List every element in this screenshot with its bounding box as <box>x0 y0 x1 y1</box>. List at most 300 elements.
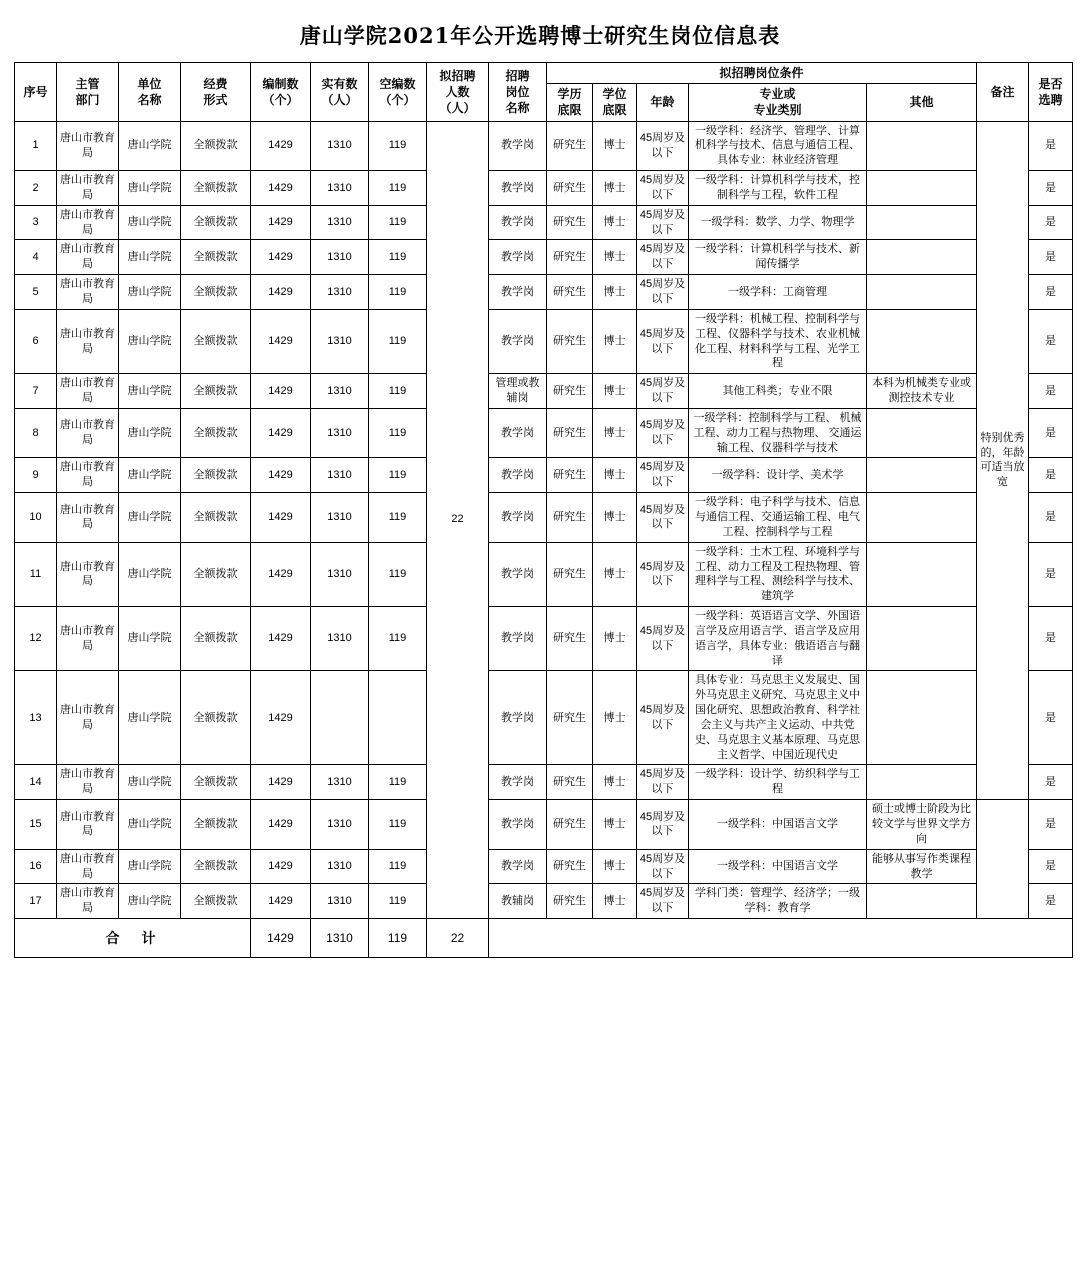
th-edu-line1: 学历 <box>557 87 582 102</box>
th-age: 年龄 <box>637 84 689 121</box>
cell-age: 45周岁及以下 <box>637 171 689 206</box>
th-actual-count <box>311 63 369 122</box>
cell-degree: 博士 <box>593 542 637 606</box>
th-authorized-line1: 编制数 <box>262 76 299 91</box>
table-row <box>15 884 1073 919</box>
cell-other: 能够从事写作类课程教学 <box>867 849 977 884</box>
cell-seq: 8 <box>15 408 57 458</box>
cell-other <box>867 309 977 373</box>
cell-funding: 全额拨款 <box>181 765 251 800</box>
cell-seq: 3 <box>15 205 57 240</box>
cell-authority: 唐山市教育局 <box>57 849 119 884</box>
cell-other <box>867 240 977 275</box>
cell-degree: 博士 <box>593 493 637 543</box>
cell-vacant: 119 <box>369 493 427 543</box>
cell-degree: 博士 <box>593 408 637 458</box>
cell-authorized: 1429 <box>251 671 311 765</box>
table-row <box>15 408 1073 458</box>
cell-degree: 博士 <box>593 671 637 765</box>
cell-major: 一级学科：机械工程、控制科学与工程、仪器科学与技术、农业机械化工程、材料科学与工程、光学工程 <box>689 309 867 373</box>
th-authority-line2: 部门 <box>75 92 100 107</box>
cell-post: 教学岗 <box>489 240 547 275</box>
cell-authority: 唐山市教育局 <box>57 275 119 310</box>
cell-age: 45周岁及以下 <box>637 240 689 275</box>
th-seq: 序号 <box>15 63 57 122</box>
total-authorized: 1429 <box>251 919 311 958</box>
cell-degree: 博士 <box>593 240 637 275</box>
table-body <box>15 121 1073 958</box>
th-funding-line2: 形式 <box>203 92 228 107</box>
th-post-line1: 招聘 <box>505 68 530 83</box>
cell-major: 一级学科：计算机科学与技术，控制科学与工程，软件工程 <box>689 171 867 206</box>
cell-actual: 1310 <box>311 171 369 206</box>
cell-age: 45周岁及以下 <box>637 493 689 543</box>
cell-authority: 唐山市教育局 <box>57 205 119 240</box>
cell-unit: 唐山学院 <box>119 275 181 310</box>
cell-education: 研究生 <box>547 542 593 606</box>
table-row <box>15 542 1073 606</box>
cell-authorized: 1429 <box>251 542 311 606</box>
cell-selected: 是 <box>1029 884 1073 919</box>
total-plan: 22 <box>427 919 489 958</box>
cell-authorized: 1429 <box>251 309 311 373</box>
cell-seq: 1 <box>15 121 57 171</box>
cell-degree: 博士 <box>593 884 637 919</box>
cell-other <box>867 671 977 765</box>
cell-selected: 是 <box>1029 493 1073 543</box>
th-actual-line2: （人） <box>321 92 358 107</box>
cell-authority: 唐山市教育局 <box>57 408 119 458</box>
cell-selected: 是 <box>1029 240 1073 275</box>
cell-unit: 唐山学院 <box>119 884 181 919</box>
cell-seq: 16 <box>15 849 57 884</box>
cell-vacant: 119 <box>369 607 427 671</box>
cell-authorized: 1429 <box>251 607 311 671</box>
th-plan-line3: （人） <box>439 100 476 115</box>
th-plan-line1: 拟招聘 <box>439 68 476 83</box>
cell-age: 45周岁及以下 <box>637 607 689 671</box>
th-post-line3: 名称 <box>505 100 530 115</box>
th-edu-line2: 底限 <box>557 103 582 118</box>
cell-age: 45周岁及以下 <box>637 121 689 171</box>
cell-unit: 唐山学院 <box>119 542 181 606</box>
cell-plan-headcount: 22 <box>427 121 489 919</box>
th-vacant-line1: 空编数 <box>379 76 416 91</box>
cell-age: 45周岁及以下 <box>637 309 689 373</box>
cell-selected: 是 <box>1029 205 1073 240</box>
th-authorized-count <box>251 63 311 122</box>
table-row <box>15 121 1073 171</box>
cell-seq: 17 <box>15 884 57 919</box>
cell-authorized: 1429 <box>251 240 311 275</box>
cell-unit: 唐山学院 <box>119 408 181 458</box>
cell-degree: 博士 <box>593 205 637 240</box>
th-funding-line1: 经费 <box>203 76 228 91</box>
cell-selected: 是 <box>1029 275 1073 310</box>
total-vacant: 119 <box>369 919 427 958</box>
cell-age: 45周岁及以下 <box>637 542 689 606</box>
cell-post: 教学岗 <box>489 542 547 606</box>
table-row <box>15 671 1073 765</box>
cell-education: 研究生 <box>547 493 593 543</box>
cell-funding: 全额拨款 <box>181 458 251 493</box>
th-plan-headcount <box>427 63 489 122</box>
cell-authorized: 1429 <box>251 493 311 543</box>
cell-authority: 唐山市教育局 <box>57 765 119 800</box>
th-conditions-group: 拟招聘岗位条件 <box>547 63 977 84</box>
cell-vacant: 119 <box>369 240 427 275</box>
cell-seq: 10 <box>15 493 57 543</box>
cell-education: 研究生 <box>547 849 593 884</box>
cell-seq: 9 <box>15 458 57 493</box>
cell-degree: 博士 <box>593 374 637 409</box>
cell-actual: 1310 <box>311 374 369 409</box>
cell-selected: 是 <box>1029 542 1073 606</box>
cell-other <box>867 205 977 240</box>
cell-authorized: 1429 <box>251 884 311 919</box>
cell-actual: 1310 <box>311 493 369 543</box>
cell-authority: 唐山市教育局 <box>57 607 119 671</box>
cell-remark: 特别优秀的，年龄可适当放宽 <box>977 121 1029 800</box>
cell-major: 一级学科：土木工程、环境科学与工程、动力工程及工程热物理、管理科学与工程、测绘科学与技术、建筑学 <box>689 542 867 606</box>
cell-other <box>867 121 977 171</box>
cell-funding: 全额拨款 <box>181 800 251 850</box>
cell-authorized: 1429 <box>251 171 311 206</box>
cell-funding: 全额拨款 <box>181 240 251 275</box>
th-actual-line1: 实有数 <box>321 76 358 91</box>
th-selected <box>1029 63 1073 122</box>
cell-actual: 1310 <box>311 542 369 606</box>
cell-major: 一级学科：中国语言文学 <box>689 800 867 850</box>
cell-major: 一级学科：英语语言文学、外国语言学及应用语言学、语言学及应用语言学，具体专业：俄语语言与翻译 <box>689 607 867 671</box>
cell-selected: 是 <box>1029 800 1073 850</box>
cell-authorized: 1429 <box>251 458 311 493</box>
cell-funding: 全额拨款 <box>181 205 251 240</box>
cell-other <box>867 542 977 606</box>
cell-funding: 全额拨款 <box>181 374 251 409</box>
cell-post: 教学岗 <box>489 607 547 671</box>
table-row <box>15 275 1073 310</box>
cell-education: 研究生 <box>547 275 593 310</box>
cell-vacant: 119 <box>369 309 427 373</box>
cell-vacant <box>369 671 427 765</box>
th-post-line2: 岗位 <box>505 84 530 99</box>
cell-major: 具体专业：马克思主义发展史、国外马克思主义研究、马克思主义中国化研究、思想政治教育、科学社会主义与共产主义运动、中共党史、马克思主义基本原理、马克思主义哲学、中国近现代史 <box>689 671 867 765</box>
cell-education: 研究生 <box>547 607 593 671</box>
table-row <box>15 607 1073 671</box>
cell-authorized: 1429 <box>251 374 311 409</box>
cell-selected: 是 <box>1029 408 1073 458</box>
cell-post: 管理或教辅岗 <box>489 374 547 409</box>
cell-age: 45周岁及以下 <box>637 205 689 240</box>
cell-actual: 1310 <box>311 121 369 171</box>
cell-post: 教学岗 <box>489 205 547 240</box>
cell-major: 一级学科：数学、力学、物理学 <box>689 205 867 240</box>
cell-actual: 1310 <box>311 800 369 850</box>
table-row <box>15 800 1073 850</box>
cell-remark-empty <box>977 800 1029 919</box>
cell-actual <box>311 671 369 765</box>
cell-funding: 全额拨款 <box>181 408 251 458</box>
cell-other <box>867 171 977 206</box>
cell-selected: 是 <box>1029 458 1073 493</box>
cell-authority: 唐山市教育局 <box>57 121 119 171</box>
cell-major: 一级学科：设计学、纺织科学与工程 <box>689 765 867 800</box>
cell-major: 一级学科：电子科学与技术、信息与通信工程、交通运输工程、电气工程、控制科学与工程 <box>689 493 867 543</box>
cell-actual: 1310 <box>311 205 369 240</box>
cell-age: 45周岁及以下 <box>637 275 689 310</box>
cell-unit: 唐山学院 <box>119 458 181 493</box>
cell-major: 一级学科：计算机科学与技术、新闻传播学 <box>689 240 867 275</box>
cell-authorized: 1429 <box>251 408 311 458</box>
cell-degree: 博士 <box>593 171 637 206</box>
th-unit-line2: 名称 <box>137 92 162 107</box>
cell-authority: 唐山市教育局 <box>57 374 119 409</box>
cell-unit: 唐山学院 <box>119 205 181 240</box>
cell-vacant: 119 <box>369 765 427 800</box>
cell-selected: 是 <box>1029 607 1073 671</box>
cell-education: 研究生 <box>547 240 593 275</box>
cell-vacant: 119 <box>369 542 427 606</box>
cell-actual: 1310 <box>311 408 369 458</box>
cell-degree: 博士 <box>593 309 637 373</box>
th-authorized-line2: （个） <box>262 92 299 107</box>
cell-unit: 唐山学院 <box>119 121 181 171</box>
cell-vacant: 119 <box>369 121 427 171</box>
th-authority <box>57 63 119 122</box>
cell-unit: 唐山学院 <box>119 671 181 765</box>
th-selected-line1: 是否 <box>1038 76 1063 91</box>
cell-authority: 唐山市教育局 <box>57 458 119 493</box>
cell-funding: 全额拨款 <box>181 121 251 171</box>
cell-authority: 唐山市教育局 <box>57 171 119 206</box>
th-post-name <box>489 63 547 122</box>
total-label: 合 计 <box>15 919 251 958</box>
cell-actual: 1310 <box>311 607 369 671</box>
cell-education: 研究生 <box>547 458 593 493</box>
th-other: 其他 <box>867 84 977 121</box>
cell-vacant: 119 <box>369 408 427 458</box>
th-deg-line1: 学位 <box>602 87 627 102</box>
cell-unit: 唐山学院 <box>119 309 181 373</box>
cell-post: 教学岗 <box>489 171 547 206</box>
th-unit-line1: 单位 <box>137 76 162 91</box>
cell-funding: 全额拨款 <box>181 171 251 206</box>
cell-seq: 14 <box>15 765 57 800</box>
cell-degree: 博士 <box>593 458 637 493</box>
cell-authorized: 1429 <box>251 800 311 850</box>
cell-authorized: 1429 <box>251 275 311 310</box>
page-title: 唐山学院2021年公开选聘博士研究生岗位信息表 <box>299 23 781 48</box>
cell-major: 一级学科：控制科学与工程、 机械工程、动力工程与热物理、 交通运输工程、仪器科学与技术 <box>689 408 867 458</box>
cell-funding: 全额拨款 <box>181 542 251 606</box>
cell-post: 教学岗 <box>489 121 547 171</box>
cell-actual: 1310 <box>311 275 369 310</box>
cell-other <box>867 493 977 543</box>
cell-education: 研究生 <box>547 205 593 240</box>
cell-actual: 1310 <box>311 884 369 919</box>
th-selected-line2: 选聘 <box>1038 92 1063 107</box>
th-remark: 备注 <box>977 63 1029 122</box>
cell-vacant: 119 <box>369 458 427 493</box>
cell-vacant: 119 <box>369 275 427 310</box>
cell-funding: 全额拨款 <box>181 309 251 373</box>
header-row-1 <box>15 63 1073 84</box>
cell-authorized: 1429 <box>251 205 311 240</box>
table-header <box>15 63 1073 122</box>
cell-vacant: 119 <box>369 800 427 850</box>
cell-major: 一级学科：工商管理 <box>689 275 867 310</box>
th-deg-line2: 底限 <box>602 103 627 118</box>
cell-funding: 全额拨款 <box>181 849 251 884</box>
cell-other: 本科为机械类专业或测控技术专业 <box>867 374 977 409</box>
cell-age: 45周岁及以下 <box>637 408 689 458</box>
cell-education: 研究生 <box>547 309 593 373</box>
cell-unit: 唐山学院 <box>119 607 181 671</box>
cell-degree: 博士 <box>593 121 637 171</box>
cell-vacant: 119 <box>369 849 427 884</box>
cell-vacant: 119 <box>369 884 427 919</box>
cell-seq: 4 <box>15 240 57 275</box>
table-row <box>15 458 1073 493</box>
cell-funding: 全额拨款 <box>181 275 251 310</box>
cell-other <box>867 275 977 310</box>
cell-unit: 唐山学院 <box>119 240 181 275</box>
table-row <box>15 205 1073 240</box>
th-major <box>689 84 867 121</box>
th-degree-min <box>593 84 637 121</box>
th-major-line1: 专业或 <box>759 87 796 102</box>
th-vacant-count <box>369 63 427 122</box>
cell-funding: 全额拨款 <box>181 671 251 765</box>
cell-major: 一级学科：设计学、美术学 <box>689 458 867 493</box>
cell-seq: 13 <box>15 671 57 765</box>
cell-age: 45周岁及以下 <box>637 458 689 493</box>
cell-selected: 是 <box>1029 671 1073 765</box>
th-education-min <box>547 84 593 121</box>
th-major-line2: 专业类别 <box>753 103 802 118</box>
cell-other <box>867 607 977 671</box>
cell-authority: 唐山市教育局 <box>57 240 119 275</box>
cell-funding: 全额拨款 <box>181 607 251 671</box>
cell-authorized: 1429 <box>251 849 311 884</box>
table-row <box>15 849 1073 884</box>
cell-age: 45周岁及以下 <box>637 671 689 765</box>
cell-other <box>867 884 977 919</box>
cell-selected: 是 <box>1029 309 1073 373</box>
cell-major: 一级学科：经济学、管理学、计算机科学与技术、信息与通信工程、具体专业：林业经济管理 <box>689 121 867 171</box>
cell-post: 教学岗 <box>489 275 547 310</box>
cell-education: 研究生 <box>547 671 593 765</box>
cell-actual: 1310 <box>311 458 369 493</box>
cell-education: 研究生 <box>547 765 593 800</box>
total-actual: 1310 <box>311 919 369 958</box>
cell-age: 45周岁及以下 <box>637 765 689 800</box>
th-unit-name <box>119 63 181 122</box>
cell-degree: 博士 <box>593 849 637 884</box>
cell-authority: 唐山市教育局 <box>57 884 119 919</box>
cell-age: 45周岁及以下 <box>637 849 689 884</box>
cell-unit: 唐山学院 <box>119 374 181 409</box>
cell-post: 教学岗 <box>489 408 547 458</box>
cell-post: 教辅岗 <box>489 884 547 919</box>
cell-selected: 是 <box>1029 374 1073 409</box>
th-authority-line1: 主管 <box>75 76 100 91</box>
cell-post: 教学岗 <box>489 458 547 493</box>
cell-unit: 唐山学院 <box>119 765 181 800</box>
cell-seq: 11 <box>15 542 57 606</box>
cell-authorized: 1429 <box>251 765 311 800</box>
cell-post: 教学岗 <box>489 849 547 884</box>
cell-seq: 15 <box>15 800 57 850</box>
cell-other <box>867 458 977 493</box>
cell-unit: 唐山学院 <box>119 800 181 850</box>
cell-authorized: 1429 <box>251 121 311 171</box>
cell-funding: 全额拨款 <box>181 884 251 919</box>
cell-authority: 唐山市教育局 <box>57 493 119 543</box>
job-info-table <box>14 62 1073 958</box>
table-row <box>15 765 1073 800</box>
cell-other <box>867 408 977 458</box>
cell-major: 学科门类：管理学、经济学；一级学科：教育学 <box>689 884 867 919</box>
cell-degree: 博士 <box>593 800 637 850</box>
table-row <box>15 240 1073 275</box>
cell-vacant: 119 <box>369 205 427 240</box>
table-row <box>15 171 1073 206</box>
cell-seq: 7 <box>15 374 57 409</box>
cell-selected: 是 <box>1029 121 1073 171</box>
cell-other: 硕士或博士阶段为比较文学与世界文学方向 <box>867 800 977 850</box>
cell-degree: 博士 <box>593 607 637 671</box>
cell-actual: 1310 <box>311 765 369 800</box>
cell-authority: 唐山市教育局 <box>57 800 119 850</box>
table-row <box>15 493 1073 543</box>
cell-post: 教学岗 <box>489 800 547 850</box>
cell-unit: 唐山学院 <box>119 493 181 543</box>
cell-seq: 12 <box>15 607 57 671</box>
cell-education: 研究生 <box>547 884 593 919</box>
cell-education: 研究生 <box>547 408 593 458</box>
total-empty <box>489 919 1073 958</box>
cell-unit: 唐山学院 <box>119 171 181 206</box>
cell-actual: 1310 <box>311 240 369 275</box>
cell-funding: 全额拨款 <box>181 493 251 543</box>
cell-education: 研究生 <box>547 121 593 171</box>
cell-age: 45周岁及以下 <box>637 374 689 409</box>
th-vacant-line2: （个） <box>379 92 416 107</box>
cell-education: 研究生 <box>547 171 593 206</box>
th-plan-line2: 人数 <box>445 84 470 99</box>
cell-age: 45周岁及以下 <box>637 884 689 919</box>
cell-age: 45周岁及以下 <box>637 800 689 850</box>
table-row <box>15 309 1073 373</box>
cell-unit: 唐山学院 <box>119 849 181 884</box>
cell-post: 教学岗 <box>489 493 547 543</box>
cell-authority: 唐山市教育局 <box>57 671 119 765</box>
cell-education: 研究生 <box>547 374 593 409</box>
cell-authority: 唐山市教育局 <box>57 542 119 606</box>
cell-seq: 5 <box>15 275 57 310</box>
cell-authority: 唐山市教育局 <box>57 309 119 373</box>
table-row <box>15 374 1073 409</box>
cell-selected: 是 <box>1029 765 1073 800</box>
cell-vacant: 119 <box>369 171 427 206</box>
cell-major: 其他工科类；专业不限 <box>689 374 867 409</box>
cell-selected: 是 <box>1029 849 1073 884</box>
cell-major: 一级学科：中国语言文学 <box>689 849 867 884</box>
cell-actual: 1310 <box>311 309 369 373</box>
cell-actual: 1310 <box>311 849 369 884</box>
